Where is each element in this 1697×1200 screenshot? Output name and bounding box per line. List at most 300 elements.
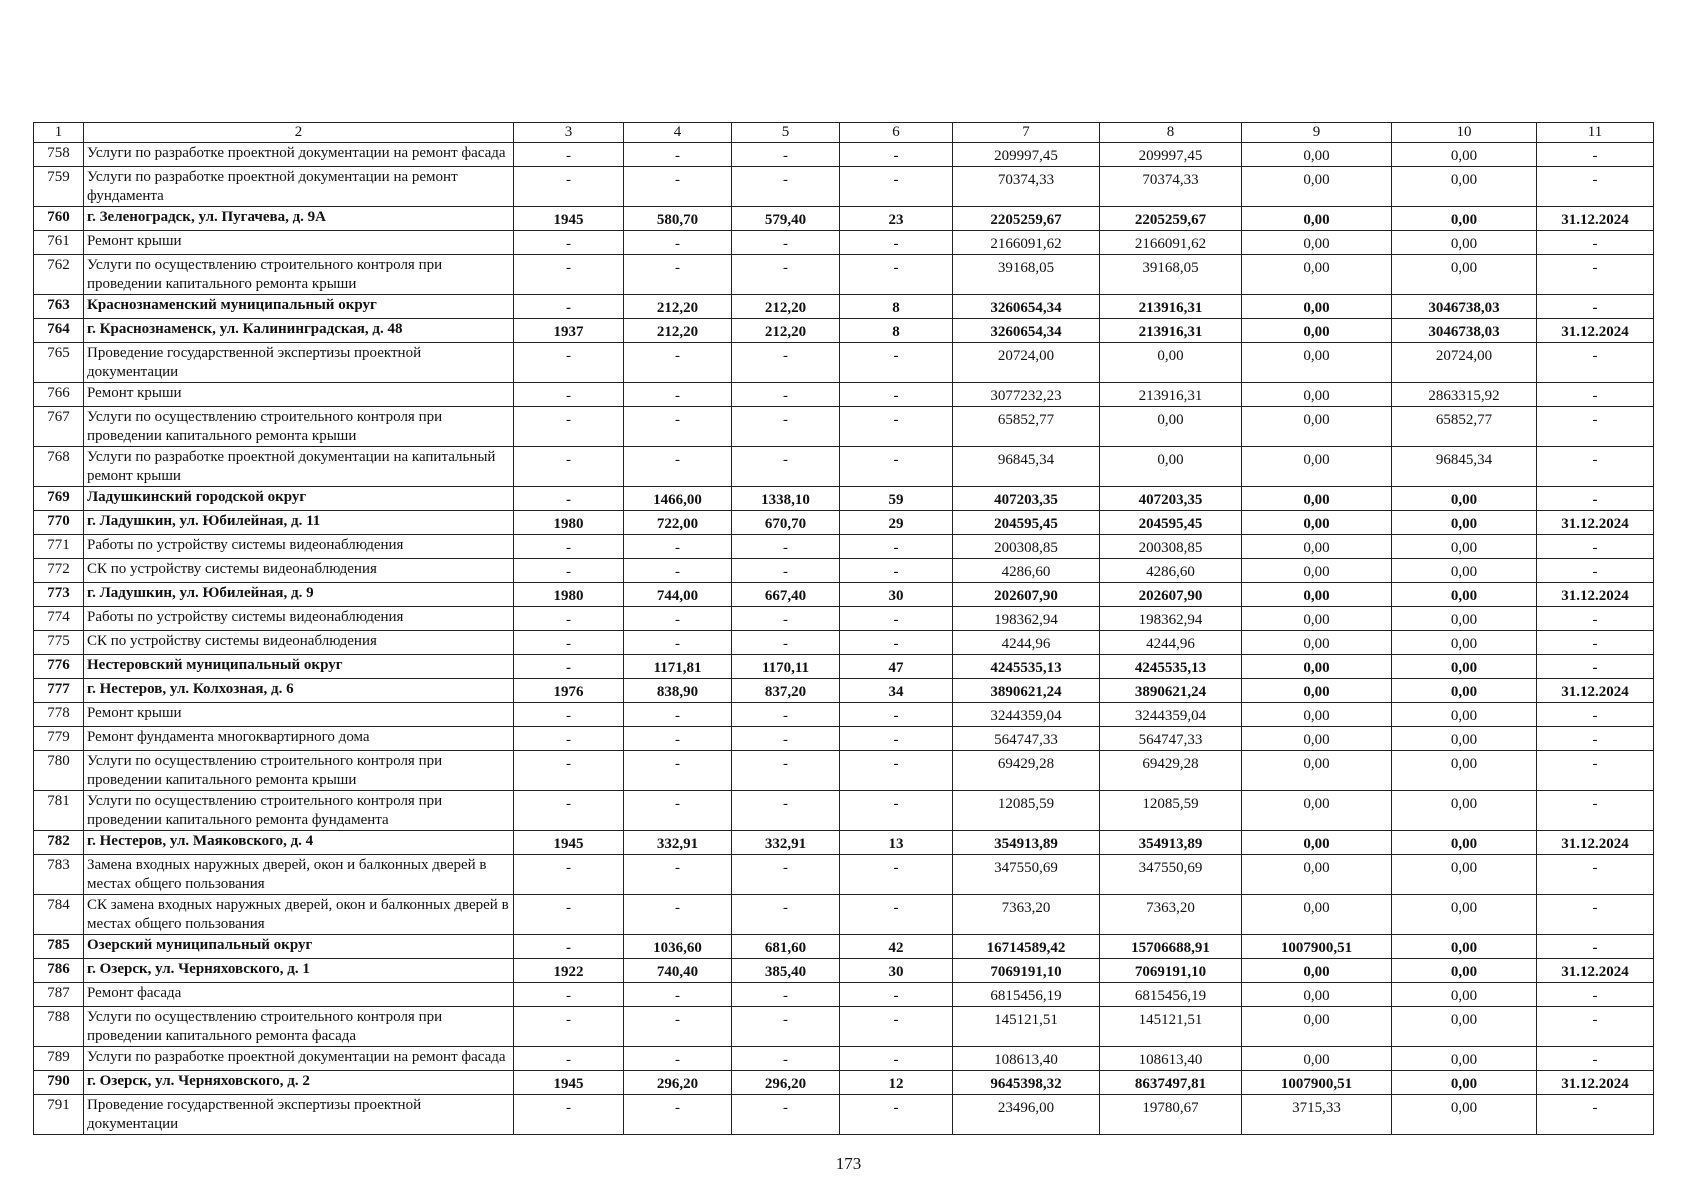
description-cell: Ремонт крыши xyxy=(84,231,514,255)
row-number-cell: 766 xyxy=(34,383,84,407)
value-cell: - xyxy=(732,983,840,1007)
value-cell: - xyxy=(624,559,732,583)
value-cell: - xyxy=(732,231,840,255)
value-cell: 0,00 xyxy=(1392,935,1537,959)
description-cell: Ладушкинский городской округ xyxy=(84,487,514,511)
value-cell: 0,00 xyxy=(1242,791,1392,831)
table-row xyxy=(34,535,1654,559)
value-cell: - xyxy=(840,855,953,895)
value-cell: 0,00 xyxy=(1392,703,1537,727)
row-number-cell: 789 xyxy=(34,1047,84,1071)
value-cell: - xyxy=(732,167,840,207)
row-number-cell: 763 xyxy=(34,295,84,319)
value-cell: 31.12.2024 xyxy=(1537,679,1654,703)
value-cell: - xyxy=(514,895,624,935)
value-cell: - xyxy=(840,1047,953,1071)
value-cell: 0,00 xyxy=(1242,1007,1392,1047)
value-cell: 2863315,92 xyxy=(1392,383,1537,407)
value-cell: 0,00 xyxy=(1242,959,1392,983)
row-number-cell: 772 xyxy=(34,559,84,583)
value-cell: 202607,90 xyxy=(1100,583,1242,607)
value-cell: 202607,90 xyxy=(953,583,1100,607)
row-number-cell: 771 xyxy=(34,535,84,559)
value-cell: - xyxy=(1537,343,1654,383)
value-cell: - xyxy=(514,983,624,1007)
value-cell: 0,00 xyxy=(1242,255,1392,295)
column-header: 11 xyxy=(1537,123,1654,143)
value-cell: - xyxy=(1537,1095,1654,1135)
value-cell: 0,00 xyxy=(1242,447,1392,487)
table-row xyxy=(34,143,1654,167)
value-cell: - xyxy=(840,255,953,295)
value-cell: - xyxy=(514,295,624,319)
value-cell: 837,20 xyxy=(732,679,840,703)
value-cell: - xyxy=(1537,983,1654,1007)
row-number-cell: 776 xyxy=(34,655,84,679)
value-cell: 0,00 xyxy=(1100,407,1242,447)
row-number-cell: 768 xyxy=(34,447,84,487)
column-header: 10 xyxy=(1392,123,1537,143)
value-cell: - xyxy=(840,703,953,727)
value-cell: 0,00 xyxy=(1242,343,1392,383)
value-cell: 0,00 xyxy=(1242,167,1392,207)
value-cell: - xyxy=(514,855,624,895)
value-cell: - xyxy=(840,895,953,935)
description-cell: Ремонт фасада xyxy=(84,983,514,1007)
value-cell: - xyxy=(1537,255,1654,295)
table-row xyxy=(34,631,1654,655)
value-cell: - xyxy=(1537,231,1654,255)
table-row xyxy=(34,559,1654,583)
table-row-group xyxy=(34,679,1654,703)
value-cell: - xyxy=(1537,895,1654,935)
value-cell: 1171,81 xyxy=(624,655,732,679)
description-cell: Услуги по разработке проектной документации на ремонт фасада xyxy=(84,1047,514,1071)
value-cell: 204595,45 xyxy=(1100,511,1242,535)
value-cell: - xyxy=(732,607,840,631)
value-cell: - xyxy=(732,727,840,751)
row-number-cell: 784 xyxy=(34,895,84,935)
value-cell: 0,00 xyxy=(1242,655,1392,679)
value-cell: 31.12.2024 xyxy=(1537,319,1654,343)
value-cell: - xyxy=(1537,607,1654,631)
description-cell: г. Зеленоградск, ул. Пугачева, д. 9А xyxy=(84,207,514,231)
value-cell: - xyxy=(1537,1007,1654,1047)
table-row xyxy=(34,383,1654,407)
value-cell: - xyxy=(840,143,953,167)
value-cell: 0,00 xyxy=(1242,143,1392,167)
value-cell: - xyxy=(514,535,624,559)
value-cell: - xyxy=(514,255,624,295)
description-cell: г. Нестеров, ул. Колхозная, д. 6 xyxy=(84,679,514,703)
value-cell: 198362,94 xyxy=(1100,607,1242,631)
value-cell: 0,00 xyxy=(1242,1047,1392,1071)
description-cell: Работы по устройству системы видеонаблюдения xyxy=(84,535,514,559)
table-row xyxy=(34,751,1654,791)
value-cell: 212,20 xyxy=(732,295,840,319)
value-cell: - xyxy=(732,559,840,583)
row-number-cell: 787 xyxy=(34,983,84,1007)
value-cell: 12 xyxy=(840,1071,953,1095)
value-cell: - xyxy=(732,1095,840,1135)
value-cell: - xyxy=(514,407,624,447)
value-cell: 0,00 xyxy=(1392,607,1537,631)
value-cell: 0,00 xyxy=(1100,447,1242,487)
value-cell: 667,40 xyxy=(732,583,840,607)
value-cell: 1466,00 xyxy=(624,487,732,511)
row-number-cell: 783 xyxy=(34,855,84,895)
value-cell: 3046738,03 xyxy=(1392,295,1537,319)
value-cell: 1007900,51 xyxy=(1242,1071,1392,1095)
value-cell: 0,00 xyxy=(1242,559,1392,583)
value-cell: 4286,60 xyxy=(1100,559,1242,583)
value-cell: - xyxy=(840,727,953,751)
table-row-group xyxy=(34,655,1654,679)
row-number-cell: 786 xyxy=(34,959,84,983)
row-number-cell: 779 xyxy=(34,727,84,751)
description-cell: Услуги по осуществлению строительного контроля при проведении капитального ремонта крыши xyxy=(84,751,514,791)
value-cell: 0,00 xyxy=(1392,167,1537,207)
value-cell: 4245535,13 xyxy=(953,655,1100,679)
value-cell: 354913,89 xyxy=(953,831,1100,855)
description-cell: Работы по устройству системы видеонаблюдения xyxy=(84,607,514,631)
value-cell: 1007900,51 xyxy=(1242,935,1392,959)
value-cell: 1170,11 xyxy=(732,655,840,679)
column-header: 1 xyxy=(34,123,84,143)
value-cell: 1036,60 xyxy=(624,935,732,959)
value-cell: 385,40 xyxy=(732,959,840,983)
value-cell: - xyxy=(840,1095,953,1135)
row-number-cell: 770 xyxy=(34,511,84,535)
value-cell: 12085,59 xyxy=(1100,791,1242,831)
value-cell: 681,60 xyxy=(732,935,840,959)
value-cell: 0,00 xyxy=(1392,583,1537,607)
description-cell: Проведение государственной экспертизы проектной документации xyxy=(84,343,514,383)
row-number-cell: 791 xyxy=(34,1095,84,1135)
value-cell: - xyxy=(732,791,840,831)
description-cell: СК по устройству системы видеонаблюдения xyxy=(84,631,514,655)
row-number-cell: 790 xyxy=(34,1071,84,1095)
description-cell: Услуги по осуществлению строительного контроля при проведении капитального ремонта крыши xyxy=(84,255,514,295)
value-cell: - xyxy=(514,1047,624,1071)
description-cell: Ремонт крыши xyxy=(84,383,514,407)
value-cell: 209997,45 xyxy=(953,143,1100,167)
row-number-cell: 777 xyxy=(34,679,84,703)
header-row xyxy=(34,123,1654,143)
description-cell: СК по устройству системы видеонаблюдения xyxy=(84,559,514,583)
description-cell: Услуги по разработке проектной документации на капитальный ремонт крыши xyxy=(84,447,514,487)
value-cell: 145121,51 xyxy=(1100,1007,1242,1047)
value-cell: 740,40 xyxy=(624,959,732,983)
table-header xyxy=(34,123,1654,143)
value-cell: 0,00 xyxy=(1392,679,1537,703)
row-number-cell: 774 xyxy=(34,607,84,631)
description-cell: Услуги по осуществлению строительного контроля при проведении капитального ремонта фасада xyxy=(84,1007,514,1047)
value-cell: 0,00 xyxy=(1242,231,1392,255)
value-cell: 670,70 xyxy=(732,511,840,535)
value-cell: - xyxy=(624,407,732,447)
row-number-cell: 775 xyxy=(34,631,84,655)
value-cell: - xyxy=(624,791,732,831)
value-cell: 0,00 xyxy=(1392,751,1537,791)
column-header: 3 xyxy=(514,123,624,143)
value-cell: - xyxy=(840,983,953,1007)
value-cell: 3077232,23 xyxy=(953,383,1100,407)
table-row xyxy=(34,1007,1654,1047)
value-cell: 30 xyxy=(840,583,953,607)
value-cell: - xyxy=(732,751,840,791)
value-cell: 1976 xyxy=(514,679,624,703)
value-cell: - xyxy=(732,143,840,167)
value-cell: - xyxy=(732,703,840,727)
value-cell: - xyxy=(732,343,840,383)
value-cell: - xyxy=(1537,791,1654,831)
value-cell: 0,00 xyxy=(1392,959,1537,983)
value-cell: 23496,00 xyxy=(953,1095,1100,1135)
value-cell: 0,00 xyxy=(1392,831,1537,855)
description-cell: Нестеровский муниципальный округ xyxy=(84,655,514,679)
value-cell: 838,90 xyxy=(624,679,732,703)
value-cell: 1338,10 xyxy=(732,487,840,511)
row-number-cell: 760 xyxy=(34,207,84,231)
value-cell: 0,00 xyxy=(1242,895,1392,935)
value-cell: 0,00 xyxy=(1392,727,1537,751)
value-cell: - xyxy=(624,631,732,655)
value-cell: 332,91 xyxy=(732,831,840,855)
value-cell: 198362,94 xyxy=(953,607,1100,631)
value-cell: - xyxy=(514,935,624,959)
value-cell: 296,20 xyxy=(732,1071,840,1095)
value-cell: 3890621,24 xyxy=(1100,679,1242,703)
value-cell: - xyxy=(514,607,624,631)
row-number-cell: 761 xyxy=(34,231,84,255)
value-cell: 0,00 xyxy=(1392,631,1537,655)
value-cell: - xyxy=(1537,559,1654,583)
value-cell: 31.12.2024 xyxy=(1537,207,1654,231)
table-row-group xyxy=(34,511,1654,535)
row-number-cell: 765 xyxy=(34,343,84,383)
value-cell: 1945 xyxy=(514,1071,624,1095)
column-header: 8 xyxy=(1100,123,1242,143)
value-cell: 9645398,32 xyxy=(953,1071,1100,1095)
row-number-cell: 769 xyxy=(34,487,84,511)
value-cell: - xyxy=(840,447,953,487)
value-cell: 2205259,67 xyxy=(1100,207,1242,231)
column-header: 5 xyxy=(732,123,840,143)
table-row xyxy=(34,703,1654,727)
value-cell: 3890621,24 xyxy=(953,679,1100,703)
value-cell: 0,00 xyxy=(1392,1007,1537,1047)
value-cell: 8 xyxy=(840,319,953,343)
value-cell: 47 xyxy=(840,655,953,679)
value-cell: - xyxy=(624,751,732,791)
value-cell: - xyxy=(840,343,953,383)
description-cell: Замена входных наружных дверей, окон и балконных дверей в местах общего пользования xyxy=(84,855,514,895)
table-row-group xyxy=(34,319,1654,343)
value-cell: 0,00 xyxy=(1242,703,1392,727)
table-row-group xyxy=(34,1071,1654,1095)
column-header: 9 xyxy=(1242,123,1392,143)
row-number-cell: 767 xyxy=(34,407,84,447)
value-cell: 0,00 xyxy=(1392,511,1537,535)
description-cell: Краснознаменский муниципальный округ xyxy=(84,295,514,319)
description-cell: Озерский муниципальный округ xyxy=(84,935,514,959)
table-row xyxy=(34,255,1654,295)
row-number-cell: 758 xyxy=(34,143,84,167)
value-cell: 70374,33 xyxy=(1100,167,1242,207)
row-number-cell: 788 xyxy=(34,1007,84,1047)
value-cell: - xyxy=(514,1095,624,1135)
value-cell: 7363,20 xyxy=(953,895,1100,935)
value-cell: - xyxy=(514,727,624,751)
value-cell: - xyxy=(732,447,840,487)
value-cell: 0,00 xyxy=(1392,1071,1537,1095)
value-cell: 12085,59 xyxy=(953,791,1100,831)
value-cell: 65852,77 xyxy=(1392,407,1537,447)
value-cell: - xyxy=(624,1047,732,1071)
value-cell: 0,00 xyxy=(1392,255,1537,295)
value-cell: - xyxy=(514,631,624,655)
value-cell: 31.12.2024 xyxy=(1537,511,1654,535)
value-cell: - xyxy=(514,167,624,207)
value-cell: - xyxy=(1537,407,1654,447)
value-cell: 15706688,91 xyxy=(1100,935,1242,959)
value-cell: 332,91 xyxy=(624,831,732,855)
value-cell: 213916,31 xyxy=(1100,295,1242,319)
value-cell: 8 xyxy=(840,295,953,319)
value-cell: - xyxy=(514,487,624,511)
value-cell: 0,00 xyxy=(1242,831,1392,855)
value-cell: 0,00 xyxy=(1392,487,1537,511)
value-cell: 0,00 xyxy=(1392,207,1537,231)
value-cell: 6815456,19 xyxy=(1100,983,1242,1007)
value-cell: - xyxy=(1537,535,1654,559)
value-cell: 347550,69 xyxy=(1100,855,1242,895)
row-number-cell: 764 xyxy=(34,319,84,343)
value-cell: - xyxy=(1537,727,1654,751)
value-cell: - xyxy=(840,167,953,207)
description-cell: г. Ладушкин, ул. Юбилейная, д. 11 xyxy=(84,511,514,535)
value-cell: 0,00 xyxy=(1392,1047,1537,1071)
value-cell: 30 xyxy=(840,959,953,983)
value-cell: 580,70 xyxy=(624,207,732,231)
value-cell: - xyxy=(732,1047,840,1071)
value-cell: - xyxy=(624,855,732,895)
value-cell: 69429,28 xyxy=(1100,751,1242,791)
value-cell: 39168,05 xyxy=(953,255,1100,295)
value-cell: 2205259,67 xyxy=(953,207,1100,231)
value-cell: - xyxy=(840,631,953,655)
value-cell: - xyxy=(624,983,732,1007)
description-cell: СК замена входных наружных дверей, окон и балконных дверей в местах общего пользования xyxy=(84,895,514,935)
value-cell: 3715,33 xyxy=(1242,1095,1392,1135)
value-cell: 212,20 xyxy=(624,319,732,343)
value-cell: 70374,33 xyxy=(953,167,1100,207)
value-cell: 20724,00 xyxy=(1392,343,1537,383)
value-cell: 1980 xyxy=(514,511,624,535)
table-row-group xyxy=(34,207,1654,231)
value-cell: - xyxy=(732,631,840,655)
value-cell: 579,40 xyxy=(732,207,840,231)
value-cell: - xyxy=(1537,855,1654,895)
value-cell: 34 xyxy=(840,679,953,703)
value-cell: 564747,33 xyxy=(1100,727,1242,751)
value-cell: - xyxy=(1537,167,1654,207)
row-number-cell: 759 xyxy=(34,167,84,207)
table-row-group xyxy=(34,295,1654,319)
data-table xyxy=(33,122,1654,1135)
table-row xyxy=(34,407,1654,447)
value-cell: - xyxy=(840,535,953,559)
value-cell: 31.12.2024 xyxy=(1537,583,1654,607)
value-cell: 200308,85 xyxy=(953,535,1100,559)
value-cell: 407203,35 xyxy=(1100,487,1242,511)
value-cell: - xyxy=(1537,383,1654,407)
value-cell: - xyxy=(514,383,624,407)
value-cell: 65852,77 xyxy=(953,407,1100,447)
value-cell: - xyxy=(840,607,953,631)
value-cell: - xyxy=(514,447,624,487)
value-cell: 4244,96 xyxy=(953,631,1100,655)
value-cell: 145121,51 xyxy=(953,1007,1100,1047)
value-cell: 96845,34 xyxy=(1392,447,1537,487)
value-cell: 0,00 xyxy=(1392,855,1537,895)
value-cell: - xyxy=(1537,295,1654,319)
value-cell: 0,00 xyxy=(1392,983,1537,1007)
value-cell: 354913,89 xyxy=(1100,831,1242,855)
table-row xyxy=(34,167,1654,207)
value-cell: 31.12.2024 xyxy=(1537,831,1654,855)
value-cell: 42 xyxy=(840,935,953,959)
table-row xyxy=(34,895,1654,935)
value-cell: - xyxy=(624,255,732,295)
value-cell: 4244,96 xyxy=(1100,631,1242,655)
column-header: 7 xyxy=(953,123,1100,143)
value-cell: 564747,33 xyxy=(953,727,1100,751)
value-cell: 4286,60 xyxy=(953,559,1100,583)
value-cell: - xyxy=(1537,703,1654,727)
value-cell: - xyxy=(624,727,732,751)
value-cell: 213916,31 xyxy=(1100,383,1242,407)
value-cell: 407203,35 xyxy=(953,487,1100,511)
value-cell: 0,00 xyxy=(1242,207,1392,231)
description-cell: Проведение государственной экспертизы проектной документации xyxy=(84,1095,514,1135)
value-cell: 204595,45 xyxy=(953,511,1100,535)
description-cell: г. Озерск, ул. Черняховского, д. 1 xyxy=(84,959,514,983)
value-cell: 0,00 xyxy=(1392,791,1537,831)
row-number-cell: 781 xyxy=(34,791,84,831)
table-row-group xyxy=(34,831,1654,855)
value-cell: - xyxy=(840,791,953,831)
value-cell: - xyxy=(1537,1047,1654,1071)
value-cell: 0,00 xyxy=(1242,583,1392,607)
value-cell: - xyxy=(624,167,732,207)
table-row xyxy=(34,727,1654,751)
value-cell: - xyxy=(840,231,953,255)
description-cell: Услуги по осуществлению строительного контроля при проведении капитального ремонта фундамента xyxy=(84,791,514,831)
table-row xyxy=(34,343,1654,383)
table-body xyxy=(34,143,1654,1135)
row-number-cell: 762 xyxy=(34,255,84,295)
value-cell: - xyxy=(732,255,840,295)
value-cell: 3046738,03 xyxy=(1392,319,1537,343)
value-cell: - xyxy=(514,791,624,831)
value-cell: 0,00 xyxy=(1242,631,1392,655)
value-cell: - xyxy=(1537,655,1654,679)
value-cell: 2166091,62 xyxy=(953,231,1100,255)
row-number-cell: 782 xyxy=(34,831,84,855)
value-cell: - xyxy=(624,231,732,255)
